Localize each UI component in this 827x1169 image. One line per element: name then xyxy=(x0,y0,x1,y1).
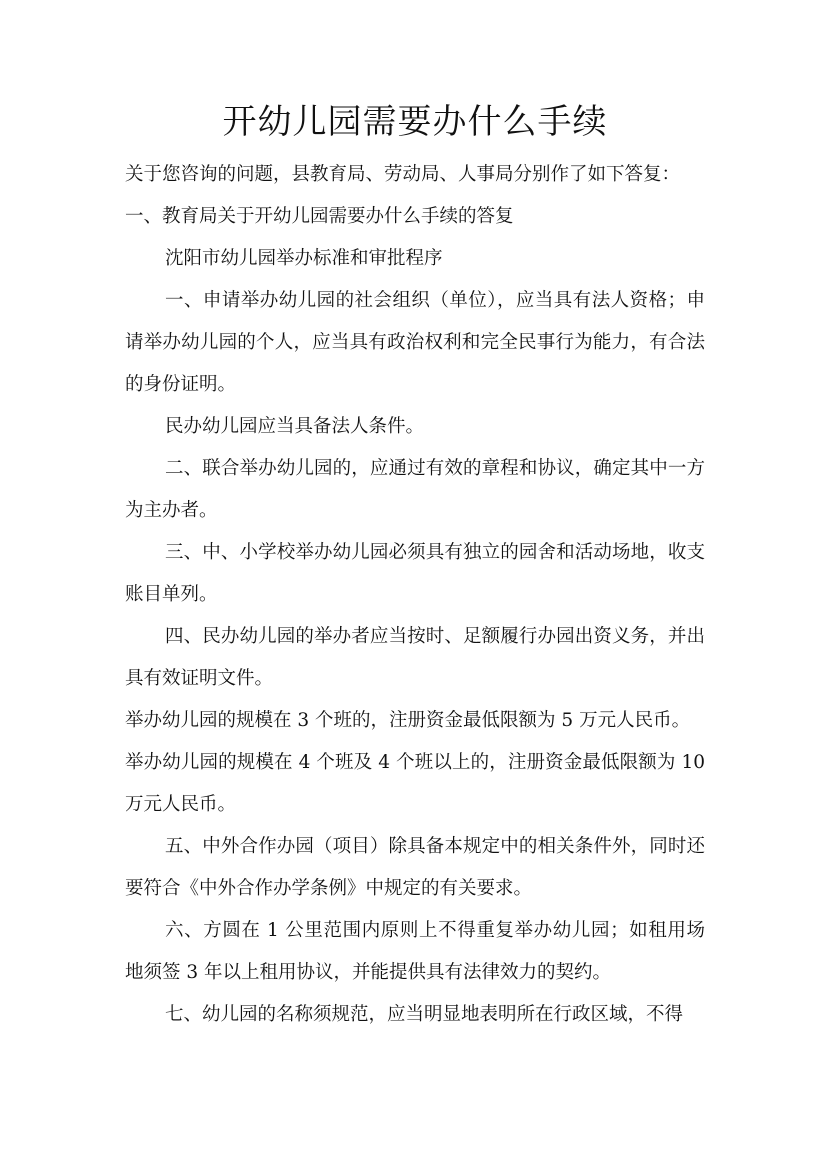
paragraph-item-1b: 民办幼儿园应当具备法人条件。 xyxy=(165,416,425,437)
document-title: 开幼儿园需要办什么手续 xyxy=(222,102,608,142)
paragraph-section-education-bureau: 一、教育局关于开幼儿园需要办什么手续的答复 xyxy=(125,206,514,227)
paragraph-subtitle: 沈阳市幼儿园举办标准和审批程序 xyxy=(165,248,443,269)
paragraph-item-5: 五、中外合作办园（项目）除具备本规定中的相关条件外，同时还要符合《中外合作办学条例》中规定的有关要求。 xyxy=(125,836,705,899)
paragraph-item-6: 六、方圆在 1 公里范围内原则上不得重复举办幼儿园；如租用场地须签 3 年以上租用协议，并能提供具有法律效力的契约。 xyxy=(125,920,705,983)
paragraph-item-3: 三、中、小学校举办幼儿园必须具有独立的园舍和活动场地，收支账目单列。 xyxy=(125,542,705,605)
paragraph-item-4a: 举办幼儿园的规模在 3 个班的，注册资金最低限额为 5 万元人民币。 xyxy=(125,710,691,731)
paragraph-item-2: 二、联合举办幼儿园的，应通过有效的章程和协议，确定其中一方为主办者。 xyxy=(125,458,705,521)
paragraph-item-1: 一、申请举办幼儿园的社会组织（单位），应当具有法人资格；申请举办幼儿园的个人，应当具有政治权利和完全民事行为能力，有合法的身份证明。 xyxy=(125,290,705,395)
paragraph-item-4: 四、民办幼儿园的举办者应当按时、足额履行办园出资义务，并出具有效证明文件。 xyxy=(125,626,705,689)
document-page xyxy=(125,96,705,1036)
paragraph-item-4b: 举办幼儿园的规模在 4 个班及 4 个班以上的，注册资金最低限额为 10 万元人民币。 xyxy=(125,752,705,815)
paragraph-intro: 关于您咨询的问题，县教育局、劳动局、人事局分别作了如下答复： xyxy=(125,164,681,185)
paragraph-item-7: 七、幼儿园的名称须规范，应当明显地表明所在行政区域，不得 xyxy=(165,1004,684,1025)
